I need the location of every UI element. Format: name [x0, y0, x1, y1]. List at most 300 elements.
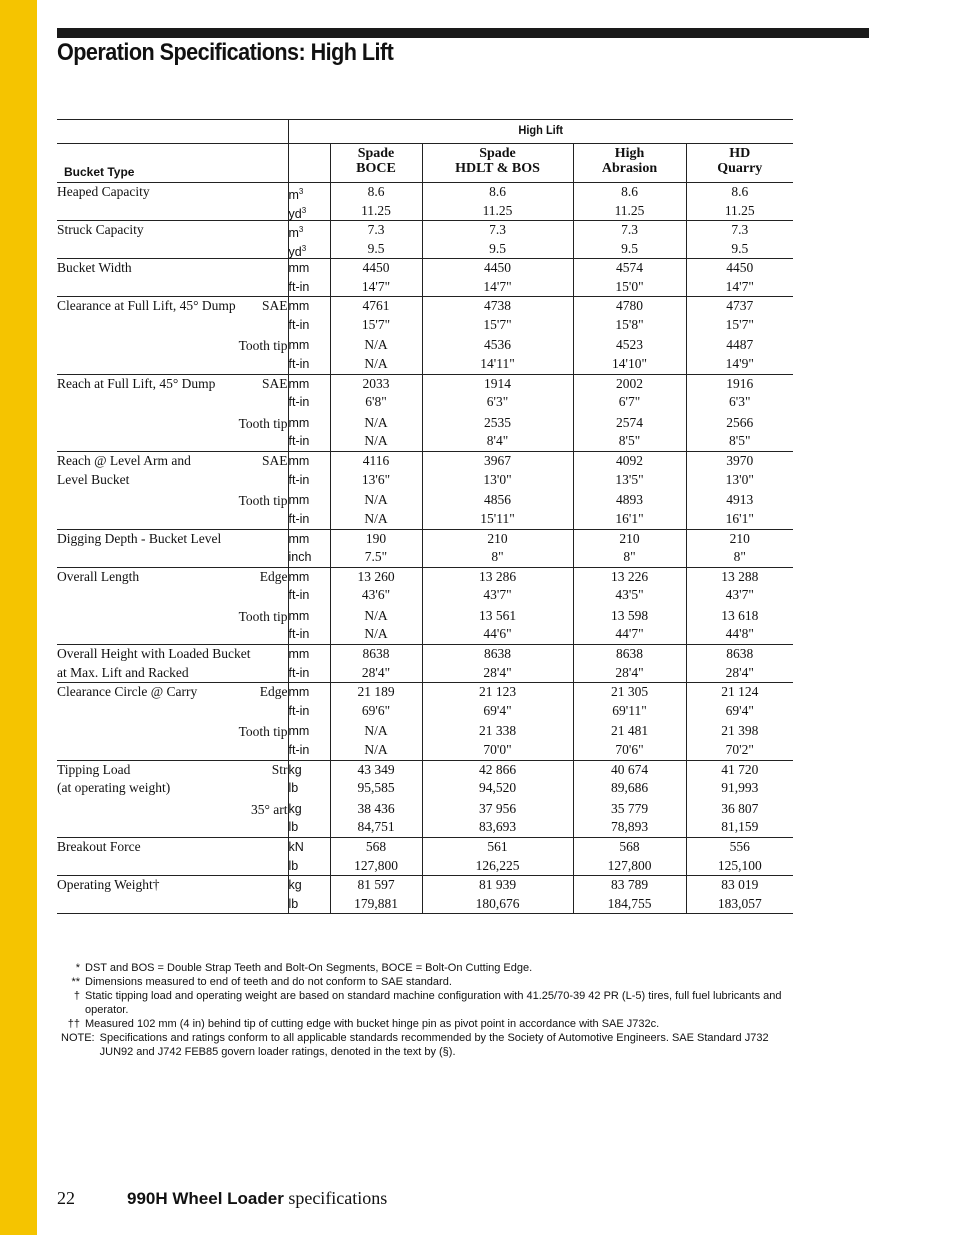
cell-value: 37 956	[478, 800, 517, 816]
value-cell	[686, 876, 793, 914]
cell-value: 14'9"	[725, 355, 754, 371]
cell-value: 42 866	[478, 761, 517, 777]
unit-label: mm	[288, 493, 310, 507]
cell-value: 8.6	[489, 184, 506, 199]
row-tag: Str	[271, 761, 288, 777]
value-cell	[686, 183, 793, 221]
value-cell	[422, 760, 573, 838]
value-cell	[330, 567, 422, 645]
cell-value: 6'7"	[618, 394, 641, 409]
value-cell	[422, 259, 573, 297]
cell-value: 13'5"	[615, 471, 644, 487]
unit-label: mm	[288, 338, 310, 352]
cell-value: 3970	[726, 453, 754, 468]
value-cell	[573, 683, 686, 761]
page-footer	[57, 1188, 387, 1209]
cell-value: 4780	[616, 298, 643, 313]
cell-value: 561	[487, 839, 508, 854]
cell-value: 81 597	[357, 877, 395, 892]
cell-value: 21 123	[478, 684, 517, 699]
cell-value: 568	[619, 839, 640, 854]
cell-value: 9.5	[731, 240, 749, 256]
table-row	[57, 645, 793, 683]
table-row	[57, 567, 793, 645]
cell-value: 38 436	[357, 800, 395, 816]
value-cell	[330, 760, 422, 838]
unit-label: mm	[288, 569, 310, 584]
cell-value: 28'4"	[483, 664, 512, 680]
column-header: HD Quarry	[686, 144, 793, 183]
unit-label: $yd^3$	[288, 205, 307, 221]
unit-cell	[288, 183, 330, 221]
cell-value: 13 260	[357, 568, 395, 584]
cell-value: 91,993	[721, 780, 759, 795]
cell-value: N/A	[364, 414, 388, 430]
cell-value: 11.25	[482, 202, 513, 218]
cell-value: 13 598	[610, 607, 649, 623]
value-cell	[686, 297, 793, 375]
value-cell	[686, 683, 793, 761]
value-cell	[686, 374, 793, 452]
row-label: Overall Height with Loaded Bucket at Max. Lift and Racked	[57, 645, 288, 683]
table-row	[57, 876, 793, 914]
cell-value: 7.3	[489, 222, 506, 237]
row-tag: SAE	[261, 298, 288, 313]
table-row	[57, 760, 793, 838]
cell-value: 6'3"	[729, 394, 751, 409]
cell-value: 43'7"	[725, 587, 754, 602]
value-cell	[330, 683, 422, 761]
row-label: Clearance Circle @ Carry Edge Tooth tip	[57, 683, 288, 761]
row-label: Tipping Load Str (at operating weight) 35° art	[57, 760, 288, 838]
footnote	[61, 975, 791, 989]
cell-value: 13 288	[721, 568, 759, 584]
row-sublabel: Tooth tip	[238, 415, 288, 431]
unit-label: ft-in	[288, 627, 310, 641]
cell-value: 4893	[616, 492, 643, 507]
cell-value: 70'2"	[725, 741, 754, 757]
column-header-row	[57, 144, 793, 183]
unit-label: mm	[288, 261, 310, 275]
value-cell	[422, 183, 573, 221]
unit-label: mm	[288, 647, 310, 661]
cell-value: 8"	[733, 549, 746, 564]
column-header: Spade HDLT & BOS	[422, 144, 573, 183]
table-row	[57, 297, 793, 375]
cell-value: 4450	[362, 260, 390, 275]
group-header: High Lift	[308, 120, 773, 144]
value-cell	[330, 645, 422, 683]
unit-label: inch	[288, 550, 312, 564]
cell-value: 8.6	[367, 184, 385, 199]
cell-value: 14'7"	[361, 278, 391, 294]
cell-value: 7.3	[621, 222, 638, 237]
value-cell	[686, 221, 793, 259]
value-cell	[573, 452, 686, 530]
value-cell	[330, 183, 422, 221]
cell-value: 183,057	[717, 895, 762, 911]
footnote-mark: *	[75, 962, 80, 974]
cell-value: 4536	[484, 337, 511, 352]
cell-value: 13 286	[478, 568, 517, 584]
cell-value: 69'4"	[483, 702, 512, 718]
value-cell	[422, 297, 573, 375]
cell-value: 14'11"	[480, 355, 515, 371]
cell-value: 8.6	[731, 184, 749, 199]
cell-value: 11.25	[724, 202, 755, 218]
cell-value: 43'5"	[615, 587, 644, 602]
cell-value: 6'8"	[365, 394, 387, 409]
value-cell	[422, 374, 573, 452]
cell-value: 13 618	[721, 607, 759, 623]
unit-cell	[288, 259, 330, 297]
value-cell	[573, 876, 686, 914]
cell-value: 8638	[362, 646, 390, 661]
unit-label: ft-in	[288, 472, 310, 487]
cell-value: 43 349	[357, 761, 395, 777]
cell-value: 8638	[484, 646, 511, 661]
page-title: Operation Specifications: High Lift	[57, 39, 394, 66]
value-cell	[330, 876, 422, 914]
cell-value: 44'7"	[615, 626, 644, 641]
unit-label: mm	[288, 685, 310, 699]
table-row	[57, 183, 793, 221]
column-header: Spade BOCE	[330, 144, 422, 183]
cell-value: 15'11"	[480, 510, 515, 526]
cell-value: 2033	[362, 375, 390, 391]
row-label: Heaped Capacity	[57, 183, 288, 221]
cell-value: 21 338	[478, 723, 517, 738]
cell-value: N/A	[364, 741, 388, 757]
value-cell	[330, 374, 422, 452]
cell-value: 8.6	[621, 184, 638, 199]
cell-value: 8638	[726, 646, 754, 661]
cell-value: 2574	[616, 414, 643, 430]
cell-value: 184,755	[607, 895, 652, 911]
cell-value: 3967	[484, 453, 511, 468]
value-cell	[330, 297, 422, 375]
value-cell	[573, 760, 686, 838]
cell-value: 4574	[616, 260, 643, 275]
cell-value: 8'5"	[729, 433, 751, 448]
row-label: Operating Weight†	[57, 876, 288, 914]
cell-value: 2535	[484, 414, 511, 430]
cell-value: 8'4"	[486, 433, 509, 448]
cell-value: 13'0"	[483, 471, 512, 487]
cell-value: 210	[619, 530, 640, 546]
cell-value: 8'5"	[618, 433, 641, 448]
value-cell	[573, 183, 686, 221]
cell-value: 28'4"	[725, 664, 754, 680]
footnotes	[61, 961, 791, 1059]
row-label: Reach @ Level Arm and SAE Level Bucket Tooth tip	[57, 452, 288, 530]
cell-value: 78,893	[610, 819, 649, 834]
cell-value: 4487	[726, 337, 754, 352]
unit-cell	[288, 567, 330, 645]
footer-suffix: specifications	[288, 1188, 388, 1208]
unit-label: ft-in	[288, 665, 310, 680]
unit-cell	[288, 374, 330, 452]
unit-label: mm	[288, 608, 310, 623]
cell-value: 1916	[726, 375, 754, 391]
value-cell	[330, 221, 422, 259]
row-tag: Edge	[259, 568, 288, 584]
unit-label: kg	[288, 878, 302, 892]
unit-label: kg	[288, 801, 302, 816]
cell-value: 190	[365, 530, 387, 546]
unit-cell	[288, 529, 330, 567]
value-cell	[573, 297, 686, 375]
footnote	[61, 961, 791, 975]
cell-value: 69'6"	[361, 702, 391, 718]
cell-value: 83 789	[610, 877, 649, 892]
cell-value: 13 226	[610, 568, 649, 584]
value-cell	[573, 529, 686, 567]
cell-value: 15'0"	[615, 278, 644, 294]
footnote-text: Static tipping load and operating weight are based on standard machine configuration with 41.25/70-39 42 PR (L-5) tires, full fuel lubricants and operator.	[85, 990, 782, 1016]
cell-value: 179,881	[354, 895, 398, 911]
value-cell	[330, 452, 422, 530]
row-label: Overall Length Edge Tooth tip	[57, 567, 288, 645]
unit-label: ft-in	[288, 703, 310, 718]
group-header-row	[57, 120, 793, 144]
cell-value: 15'7"	[725, 316, 754, 332]
row-tag: SAE	[261, 375, 288, 391]
value-cell	[422, 529, 573, 567]
page-number: 22	[57, 1188, 75, 1208]
unit-label: lb	[288, 820, 299, 834]
unit-label: ft-in	[288, 434, 310, 448]
value-cell	[686, 259, 793, 297]
footer-model: 990H Wheel Loader	[127, 1189, 284, 1208]
cell-value: 83,693	[478, 819, 517, 834]
cell-value: 7.3	[367, 222, 385, 237]
unit-label: ft-in	[288, 317, 310, 332]
row-sublabel: Tooth tip	[238, 338, 288, 353]
row-label: Reach at Full Lift, 45° Dump SAE Tooth tip	[57, 374, 288, 452]
cell-value: 4450	[484, 260, 511, 275]
cell-value: 16'1"	[725, 510, 754, 526]
cell-value: 13'6"	[361, 471, 391, 487]
row-label: Bucket Width	[57, 259, 288, 297]
value-cell	[686, 452, 793, 530]
value-cell	[422, 876, 573, 914]
cell-value: N/A	[364, 626, 388, 641]
cell-value: N/A	[364, 433, 388, 448]
cell-value: 6'3"	[486, 394, 509, 409]
value-cell	[422, 452, 573, 530]
cell-value: 126,225	[475, 857, 520, 873]
unit-cell	[288, 297, 330, 375]
table-row	[57, 221, 793, 259]
footnote-text: Dimensions measured to end of teeth and do not conform to SAE standard.	[85, 976, 452, 988]
value-cell	[330, 259, 422, 297]
cell-value: 35 779	[610, 800, 649, 816]
cell-value: 16'1"	[615, 510, 644, 526]
value-cell	[422, 645, 573, 683]
cell-value: 556	[729, 839, 750, 854]
cell-value: 9.5	[489, 240, 506, 256]
unit-cell	[288, 645, 330, 683]
value-cell	[422, 567, 573, 645]
table-row	[57, 529, 793, 567]
row-label: Breakout Force	[57, 838, 288, 876]
value-cell	[422, 838, 573, 876]
unit-label: lb	[288, 896, 299, 911]
cell-value: 8638	[616, 646, 643, 661]
cell-value: 69'4"	[725, 702, 754, 718]
cell-value: 43'6"	[361, 587, 391, 602]
cell-value: N/A	[364, 607, 388, 623]
cell-value: 70'6"	[615, 741, 644, 757]
value-cell	[573, 567, 686, 645]
cell-value: 210	[729, 530, 750, 546]
cell-value: 44'8"	[725, 626, 754, 641]
yellow-side-band	[0, 0, 37, 1235]
value-cell	[422, 683, 573, 761]
unit-label: mm	[288, 454, 310, 468]
cell-value: 89,686	[610, 780, 649, 795]
column-header: High Abrasion	[573, 144, 686, 183]
value-cell	[686, 645, 793, 683]
footnote	[61, 1031, 791, 1059]
bucket-type-label: Bucket Type	[57, 144, 288, 183]
cell-value: 9.5	[621, 240, 638, 256]
row-sublabel: Tooth tip	[238, 493, 288, 508]
cell-value: 21 398	[721, 723, 759, 738]
cell-value: 14'10"	[612, 355, 647, 371]
footnote-mark: **	[71, 976, 80, 988]
table-row	[57, 452, 793, 530]
cell-value: 28'4"	[615, 664, 644, 680]
cell-value: 1914	[484, 375, 511, 391]
value-cell	[573, 645, 686, 683]
cell-value: 21 189	[357, 684, 395, 699]
cell-value: 69'11"	[612, 702, 647, 718]
cell-value: 568	[365, 839, 387, 854]
value-cell	[330, 838, 422, 876]
row-tag: Edge	[259, 684, 288, 699]
cell-value: 9.5	[367, 240, 385, 256]
cell-value: 28'4"	[361, 664, 391, 680]
cell-value: 15'7"	[483, 316, 512, 332]
unit-label: ft-in	[288, 279, 310, 294]
footnote-text: Measured 102 mm (4 in) behind tip of cutting edge with bucket hinge pin as pivot point in accordance with SAE J732c.	[85, 1018, 660, 1030]
row-tag: SAE	[261, 453, 288, 468]
unit-label: lb	[288, 781, 299, 795]
cell-value: 14'7"	[483, 278, 512, 294]
cell-value: 84,751	[357, 819, 395, 834]
cell-value: 4092	[616, 453, 643, 468]
unit-cell	[288, 876, 330, 914]
cell-value: 4738	[484, 298, 511, 313]
row-label: Struck Capacity	[57, 221, 288, 259]
cell-value: 13 561	[478, 607, 517, 623]
table-row	[57, 259, 793, 297]
cell-value: 4761	[362, 298, 390, 313]
unit-label: kg	[288, 762, 302, 777]
unit-label: ft-in	[288, 395, 310, 409]
cell-value: 7.3	[731, 222, 749, 237]
footnote	[61, 989, 791, 1017]
footnote-mark: †	[73, 990, 80, 1002]
unit-label: mm	[288, 299, 310, 313]
value-cell	[686, 838, 793, 876]
cell-value: 15'7"	[361, 316, 391, 332]
row-sublabel: 35° art	[250, 801, 288, 817]
value-cell	[686, 760, 793, 838]
cell-value: 180,676	[475, 895, 520, 911]
cell-value: 44'6"	[483, 626, 512, 641]
value-cell	[330, 529, 422, 567]
footnote-text: DST and BOS = Double Strap Teeth and Bolt-On Segments, BOCE = Bolt-On Cutting Edge.	[85, 962, 533, 974]
footnote-mark: NOTE:	[61, 1032, 95, 1044]
unit-label: ft-in	[288, 511, 310, 526]
row-label: Clearance at Full Lift, 45° Dump SAE Tooth tip	[57, 297, 288, 375]
cell-value: 83 019	[721, 877, 759, 892]
cell-value: 4450	[726, 260, 754, 275]
cell-value: N/A	[364, 510, 388, 526]
unit-label: $m^3$	[288, 225, 304, 241]
header-rule	[57, 28, 869, 38]
row-label: Digging Depth - Bucket Level	[57, 529, 288, 567]
value-cell	[573, 221, 686, 259]
footnote	[61, 1017, 791, 1031]
cell-value: 210	[487, 530, 508, 546]
table-row	[57, 683, 793, 761]
cell-value: 21 124	[721, 684, 759, 699]
cell-value: 40 674	[610, 761, 649, 777]
unit-cell	[288, 221, 330, 259]
cell-value: 15'8"	[615, 316, 644, 332]
cell-value: 21 305	[610, 684, 649, 699]
unit-label: kN	[288, 840, 304, 854]
value-cell	[573, 259, 686, 297]
table-row	[57, 838, 793, 876]
cell-value: 11.25	[614, 202, 645, 218]
cell-value: 36 807	[721, 800, 759, 816]
value-cell	[686, 567, 793, 645]
cell-value: 41 720	[721, 761, 759, 777]
cell-value: 13'0"	[725, 471, 754, 487]
cell-value: 2566	[726, 414, 754, 430]
cell-value: 11.25	[361, 202, 391, 218]
cell-value: 4913	[726, 492, 754, 507]
cell-value: 7.5"	[364, 549, 388, 564]
cell-value: 81 939	[478, 877, 517, 892]
cell-value: 125,100	[717, 857, 762, 873]
cell-value: 81,159	[721, 819, 759, 834]
unit-label: ft-in	[288, 588, 310, 602]
cell-value: N/A	[364, 492, 388, 507]
unit-label: $yd^3$	[288, 243, 307, 259]
unit-cell	[288, 683, 330, 761]
unit-label: mm	[288, 724, 310, 738]
value-cell	[422, 221, 573, 259]
cell-value: 8"	[491, 549, 504, 564]
unit-cell	[288, 838, 330, 876]
unit-label: $m^3$	[288, 187, 304, 203]
unit-label: lb	[288, 858, 299, 873]
table-row	[57, 374, 793, 452]
unit-cell	[288, 452, 330, 530]
value-cell	[686, 529, 793, 567]
cell-value: 2002	[616, 375, 643, 391]
cell-value: 70'0"	[483, 741, 512, 757]
cell-value: 4856	[484, 492, 511, 507]
cell-value: 4523	[616, 337, 643, 352]
cell-value: N/A	[364, 337, 388, 352]
